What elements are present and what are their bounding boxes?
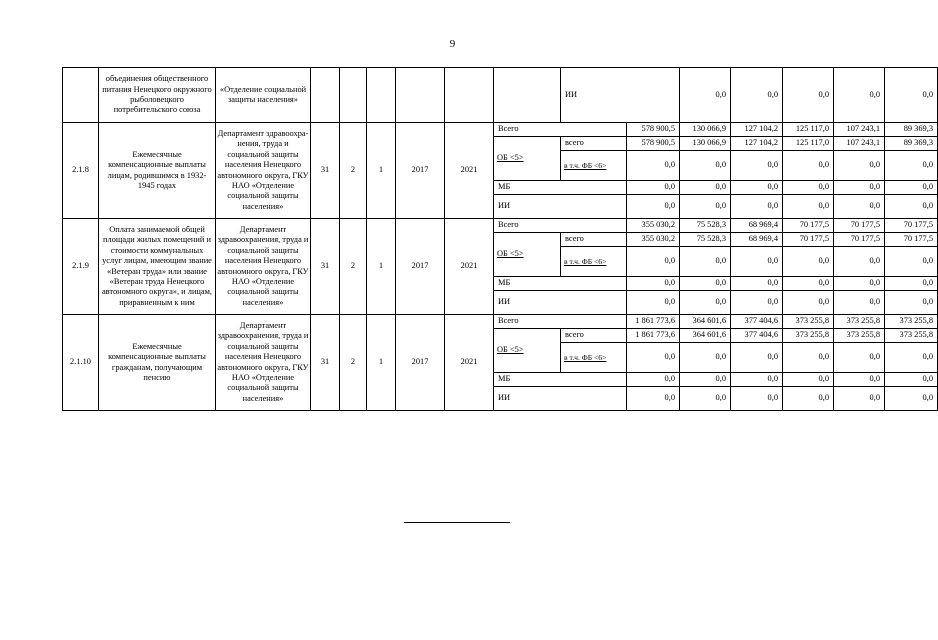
- value-cell: 70 177,5: [834, 233, 885, 247]
- value-cell: 0,0: [783, 343, 834, 373]
- code-cell: 2.1.9: [63, 219, 99, 315]
- value-cell: 0,0: [834, 291, 885, 315]
- end-year: 2021: [445, 123, 494, 219]
- department-cell: Департамент здравоохра-нения, труда и социальной защиты населения Ненецкого автономного округа, ГКУ НАО «Отделение социальной защиты населения»: [216, 123, 311, 219]
- value-cell: 0,0: [731, 181, 783, 195]
- value-cell: 0,0: [834, 343, 885, 373]
- value-cell: 373 255,8: [783, 329, 834, 343]
- value-cell: 377 404,6: [731, 315, 783, 329]
- ob-total-label: всего: [561, 137, 627, 151]
- ob-label: [494, 329, 561, 373]
- value-cell: 0,0: [783, 181, 834, 195]
- code-cell: [63, 68, 99, 123]
- value-cell: 0,0: [627, 373, 680, 387]
- fb-label-text: в т.ч. ФБ <6>: [564, 257, 607, 266]
- vsego-label: Всего: [494, 219, 627, 233]
- value-cell: 0,0: [627, 195, 680, 219]
- value-cell: 0,0: [834, 151, 885, 181]
- fb-label-text: в т.ч. ФБ <6>: [564, 161, 607, 170]
- value-cell: 1 861 773,6: [627, 329, 680, 343]
- value-cell: 0,0: [627, 247, 680, 277]
- value-cell: 0,0: [680, 343, 731, 373]
- value-cell: 0,0: [731, 195, 783, 219]
- value-cell: 1: [367, 315, 396, 411]
- value-cell: 377 404,6: [731, 329, 783, 343]
- ob-label-text: ОБ <5>: [497, 249, 524, 259]
- ii-label: ИИ: [494, 387, 627, 411]
- value-cell: 0,0: [680, 277, 731, 291]
- value-cell: 0,0: [885, 68, 938, 123]
- value-cell: 0,0: [627, 387, 680, 411]
- value-cell: 75 528,3: [680, 233, 731, 247]
- empty-cell: [367, 68, 396, 123]
- value-cell: 0,0: [731, 68, 783, 123]
- value-cell: 0,0: [731, 387, 783, 411]
- value-cell: 0,0: [783, 373, 834, 387]
- value-cell: 0,0: [885, 387, 938, 411]
- value-cell: 0,0: [680, 247, 731, 277]
- value-cell: 0,0: [834, 181, 885, 195]
- value-cell: 70 177,5: [834, 219, 885, 233]
- value-cell: 0,0: [783, 387, 834, 411]
- value-cell: 89 369,3: [885, 123, 938, 137]
- measure-name: Ежемесячные компенсационные выплаты лицам, родившимся в 1932-1945 годах: [99, 123, 216, 219]
- ob-label: [494, 233, 561, 277]
- ii-label: ИИ: [494, 291, 627, 315]
- value-cell: 0,0: [680, 181, 731, 195]
- value-cell: 31: [311, 219, 340, 315]
- value-cell: 578 900,5: [627, 123, 680, 137]
- table-row: [63, 219, 938, 233]
- end-year: 2021: [445, 219, 494, 315]
- value-cell: 125 117,0: [783, 137, 834, 151]
- value-cell: 0,0: [680, 68, 731, 123]
- value-cell: 0,0: [885, 291, 938, 315]
- ob-total-label: всего: [561, 329, 627, 343]
- value-cell: 0,0: [627, 151, 680, 181]
- empty-cell: [311, 68, 340, 123]
- ob-label: [494, 137, 561, 181]
- value-cell: 0,0: [885, 151, 938, 181]
- ob-label-text: ОБ <5>: [497, 153, 524, 163]
- value-cell: 0,0: [783, 195, 834, 219]
- value-cell: 0,0: [885, 181, 938, 195]
- start-year: 2017: [396, 315, 445, 411]
- value-cell: 107 243,1: [834, 137, 885, 151]
- value-cell: 31: [311, 123, 340, 219]
- value-cell: 0,0: [834, 195, 885, 219]
- value-cell: 89 369,3: [885, 137, 938, 151]
- value-cell: 75 528,3: [680, 219, 731, 233]
- value-cell: 0,0: [885, 195, 938, 219]
- measure-name: Оплата занимаемой общей площади жилых помещений и стоимости коммунальных услуг лицам, имеющим звание «Ветеран труда» или звание «Ветеран труда Ненецкого автономного округа», и лицам, приравненным к ним: [99, 219, 216, 315]
- code-cell: 2.1.8: [63, 123, 99, 219]
- value-cell: 0,0: [680, 195, 731, 219]
- table-row: [63, 68, 938, 123]
- fb-label: [561, 247, 627, 277]
- ii-label: ИИ: [494, 195, 627, 219]
- department-cell: Департамент здравоохранения, труда и социальной защиты населения Ненецкого автономного округа, ГКУ НАО «Отделение социальной защиты населения»: [216, 315, 311, 411]
- value-cell: 0,0: [885, 277, 938, 291]
- value-cell: 0,0: [783, 277, 834, 291]
- value-cell: 127 104,2: [731, 123, 783, 137]
- value-cell: 0,0: [680, 151, 731, 181]
- value-cell: 0,0: [627, 181, 680, 195]
- value-cell: 373 255,8: [885, 329, 938, 343]
- mb-label: МБ: [494, 373, 627, 387]
- value-cell: 0,0: [834, 277, 885, 291]
- mb-label: МБ: [494, 277, 627, 291]
- value-cell: 125 117,0: [783, 123, 834, 137]
- fb-label-text: в т.ч. ФБ <6>: [564, 353, 607, 362]
- value-cell: 70 177,5: [885, 233, 938, 247]
- end-year: 2021: [445, 315, 494, 411]
- empty-cell: [396, 68, 445, 123]
- gap-cell: [494, 68, 561, 123]
- value-cell: 31: [311, 315, 340, 411]
- value-cell: 1: [367, 123, 396, 219]
- ob-total-label: всего: [561, 233, 627, 247]
- value-cell: 0,0: [680, 373, 731, 387]
- value-cell: 0,0: [680, 387, 731, 411]
- value-cell: 578 900,5: [627, 137, 680, 151]
- value-cell: 0,0: [783, 291, 834, 315]
- value-cell: 68 969,4: [731, 219, 783, 233]
- value-cell: 0,0: [834, 247, 885, 277]
- value-cell: 127 104,2: [731, 137, 783, 151]
- fb-label: [561, 343, 627, 373]
- value-cell: 0,0: [731, 291, 783, 315]
- value-cell: 373 255,8: [885, 315, 938, 329]
- value-cell: 1: [367, 219, 396, 315]
- measure-name: объединения общественного питания Ненецкого окружного рыболовецкого потребительского союза: [99, 68, 216, 123]
- value-cell: 2: [340, 315, 367, 411]
- value-cell: 0,0: [731, 277, 783, 291]
- measure-name: Ежемесячные компенсационные выплаты гражданам, получающим пенсию: [99, 315, 216, 411]
- value-cell: 355 030,2: [627, 233, 680, 247]
- value-cell: 130 066,9: [680, 137, 731, 151]
- value-cell: 364 601,6: [680, 329, 731, 343]
- value-cell: 0,0: [834, 373, 885, 387]
- value-cell: 364 601,6: [680, 315, 731, 329]
- value-cell: 373 255,8: [783, 315, 834, 329]
- value-cell: 355 030,2: [627, 219, 680, 233]
- empty-cell: [445, 68, 494, 123]
- value-cell: 0,0: [627, 277, 680, 291]
- value-cell: 373 255,8: [834, 329, 885, 343]
- value-cell: 70 177,5: [783, 219, 834, 233]
- table-row: [63, 123, 938, 137]
- value-cell: 2: [340, 123, 367, 219]
- ob-label-text: ОБ <5>: [497, 345, 524, 355]
- value-cell: 373 255,8: [834, 315, 885, 329]
- value-cell: 0,0: [783, 247, 834, 277]
- value-cell: 0,0: [731, 247, 783, 277]
- value-cell: 0,0: [834, 68, 885, 123]
- code-cell: 2.1.10: [63, 315, 99, 411]
- value-cell: 0,0: [731, 343, 783, 373]
- value-cell: 0,0: [731, 151, 783, 181]
- value-cell: 0,0: [783, 68, 834, 123]
- value-cell: 107 243,1: [834, 123, 885, 137]
- table-row: [63, 315, 938, 329]
- value-cell: 0,0: [627, 291, 680, 315]
- department-cell: Департамент здравоохранения, труда и социальной защиты населения Ненецкого автономного округа, ГКУ НАО «Отделение социальной защиты населения»: [216, 219, 311, 315]
- value-cell: 0,0: [885, 373, 938, 387]
- value-cell: 2: [340, 219, 367, 315]
- source-label: ИИ: [561, 68, 680, 123]
- program-table: [62, 67, 938, 411]
- page-number: 9: [449, 38, 456, 50]
- value-cell: 0,0: [783, 151, 834, 181]
- value-cell: 0,0: [627, 343, 680, 373]
- value-cell: 68 969,4: [731, 233, 783, 247]
- vsego-label: Всего: [494, 123, 627, 137]
- value-cell: 0,0: [731, 373, 783, 387]
- empty-cell: [340, 68, 367, 123]
- mb-label: МБ: [494, 181, 627, 195]
- value-cell: 1 861 773,6: [627, 315, 680, 329]
- department-cell: «Отделение социальной защиты населения»: [216, 68, 311, 123]
- value-cell: 0,0: [834, 387, 885, 411]
- value-cell: 0,0: [885, 247, 938, 277]
- value-cell: 70 177,5: [783, 233, 834, 247]
- value-cell: 130 066,9: [680, 123, 731, 137]
- value-cell: 0,0: [885, 343, 938, 373]
- vsego-label: Всего: [494, 315, 627, 329]
- footnote-separator: [404, 522, 510, 523]
- start-year: 2017: [396, 219, 445, 315]
- value-cell: 70 177,5: [885, 219, 938, 233]
- value-cell: 0,0: [680, 291, 731, 315]
- start-year: 2017: [396, 123, 445, 219]
- fb-label: [561, 151, 627, 181]
